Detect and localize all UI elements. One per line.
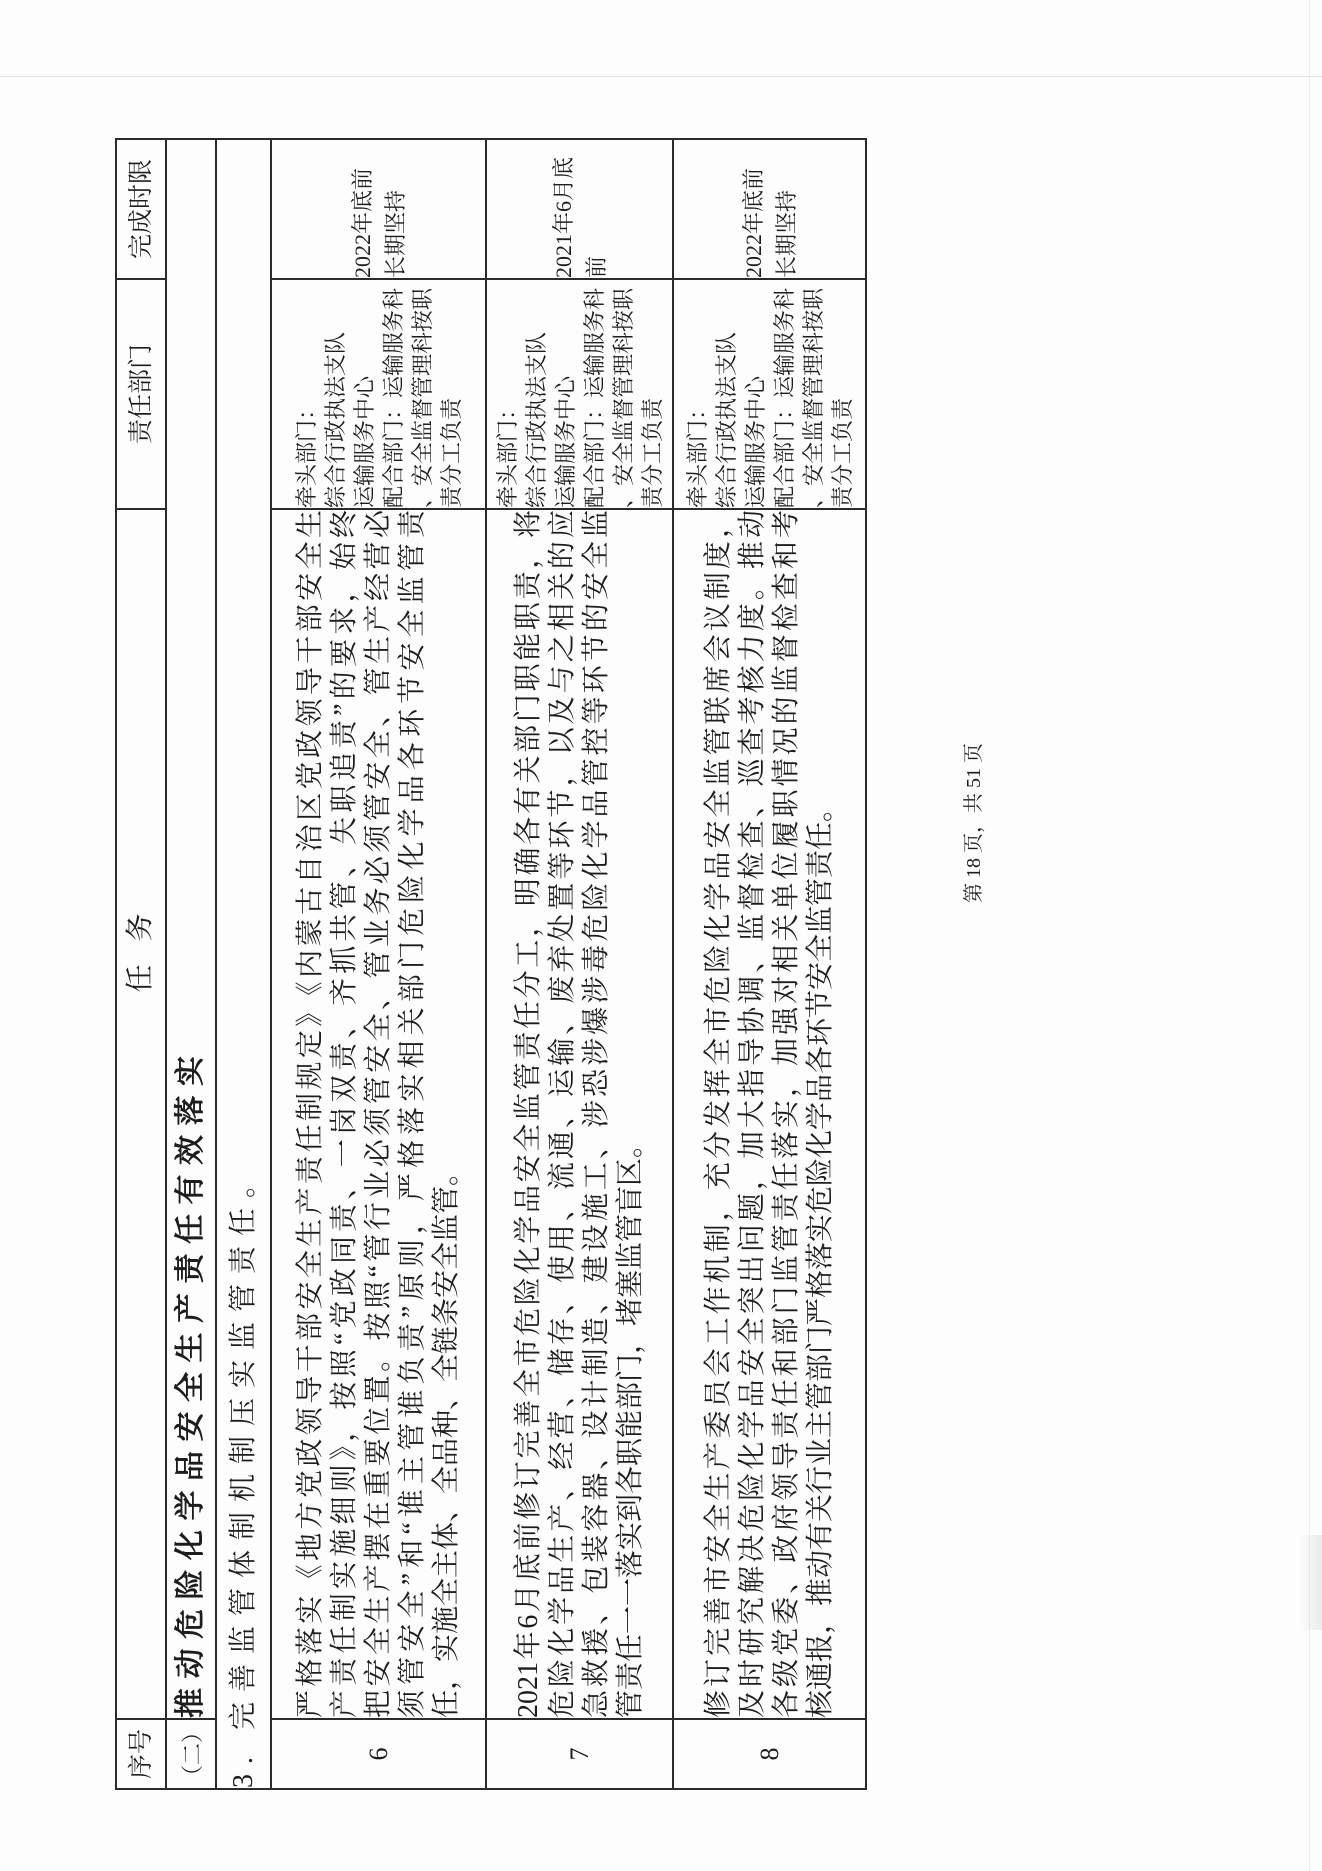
task-line: 任，实施全主体、全品种、全链条安全监管。 xyxy=(430,1157,462,1718)
task-line: 产责任制实施细则》，按照“党政同责、一岗双责、齐抓共管、失职追责”的要求，始终 xyxy=(328,510,360,1718)
dept-line: 牵头部门： xyxy=(293,397,319,508)
dept-line: 、安全监督管理科按职 xyxy=(409,287,435,508)
table-row xyxy=(673,139,866,1789)
deadline-line: 2022年底前 xyxy=(349,167,375,278)
dept-line: 牵头部门： xyxy=(494,397,520,508)
deadline-line: 2022年底前 xyxy=(740,167,766,278)
deadline-line: 2021年6月底 xyxy=(550,156,576,278)
dept-line: 配合部门：运输服务科 xyxy=(771,287,797,508)
task-line: 2021年6月底前修订完善全市危险化学品安全监管责任分工，明确各有关部门职能职责，将 xyxy=(512,510,544,1718)
dept-line: 综合行政执法支队 xyxy=(713,331,739,508)
dept-line: 综合行政执法支队 xyxy=(322,331,348,508)
table-row xyxy=(271,139,486,1789)
section-row xyxy=(166,139,216,1789)
header-dept: 责任部门 xyxy=(116,279,166,509)
subsection-title: 3. 完善监管体制机制压实监管责任。 xyxy=(216,139,271,1789)
dept-line: 责分工负责 xyxy=(639,397,665,508)
task-cell xyxy=(486,509,673,1719)
header-deadline: 完成时限 xyxy=(116,139,166,279)
dept-cell xyxy=(271,279,486,509)
task-cell xyxy=(673,509,866,1719)
task-line: 严格落实《地方党政领导干部安全生产责任制规定》《内蒙古自治区党政领导干部安全生 xyxy=(294,510,326,1718)
dept-cell xyxy=(673,279,866,509)
task-cell xyxy=(271,509,486,1719)
dept-line: 配合部门：运输服务科 xyxy=(581,287,607,508)
task-line: 须管安全”和“谁主管谁负责”原则，严格落实相关部门危险化学品各环节安全监管责 xyxy=(396,510,428,1718)
deadline-line: 前 xyxy=(583,255,609,278)
dept-cell xyxy=(486,279,673,509)
dept-line: 牵头部门： xyxy=(684,397,710,508)
header-seq: 序号 xyxy=(116,1719,166,1789)
task-line: 把安全生产摆在重要位置。按照“管行业必须管安全、管业务必须管安全、管生产经营必 xyxy=(362,510,394,1718)
header-row xyxy=(116,139,166,1789)
row-seq: 7 xyxy=(486,1719,673,1789)
deadline-line: 长期坚持 xyxy=(773,189,799,278)
dept-line: 运输服务中心 xyxy=(351,375,377,508)
deadline-cell xyxy=(271,139,486,279)
deadline-cell xyxy=(486,139,673,279)
task-line: 修订完善市安全生产委员会工作机制，充分发挥全市危险化学品安全监管联席会议制度， xyxy=(702,510,734,1718)
responsibility-table xyxy=(115,138,867,1790)
dept-line: 运输服务中心 xyxy=(742,375,768,508)
section-title: 推动危险化学品安全生产责任有效落实 xyxy=(166,139,216,1719)
dept-line: 运输服务中心 xyxy=(552,375,578,508)
dept-line: 、安全监督管理科按职 xyxy=(800,287,826,508)
table-row xyxy=(486,139,673,1789)
section-seq: （二） xyxy=(166,1719,216,1789)
task-line: 及时研究解决危险化学品安全突出问题，加大指导协调、监督检查、巡查考核力度。推动 xyxy=(736,510,768,1718)
deadline-line: 长期坚持 xyxy=(382,189,408,278)
row-seq: 6 xyxy=(271,1719,486,1789)
row-seq: 8 xyxy=(673,1719,866,1789)
dept-line: 、安全监督管理科按职 xyxy=(610,287,636,508)
dept-line: 责分工负责 xyxy=(829,397,855,508)
task-line: 急救援、包装容器、设计制造、建设施工、涉恐涉爆涉毒危险化学品管控等环节的安全监 xyxy=(580,510,612,1718)
task-line: 各级党委、政府领导责任和部门监管责任落实，加强对相关单位履职情况的监督检查和考 xyxy=(770,510,802,1718)
dept-line: 综合行政执法支队 xyxy=(523,331,549,508)
task-line: 核通报，推动有关行业主管部门严格落实危险化学品各环节安全监管责任。 xyxy=(804,793,836,1718)
header-task: 任 务 xyxy=(116,509,166,1719)
subsection-row xyxy=(216,139,271,1789)
task-line: 危险化学品生产、经营、储存、使用、流通、运输、废弃处置等环节，以及与之相关的应 xyxy=(546,510,578,1718)
deadline-cell xyxy=(673,139,866,279)
dept-line: 配合部门：运输服务科 xyxy=(380,287,406,508)
task-line: 管责任一一落实到各职能部门，堵塞监管盲区。 xyxy=(614,1129,646,1718)
page-footer: 第 18 页，共 51 页 xyxy=(963,743,985,903)
dept-line: 责分工负责 xyxy=(438,397,464,508)
